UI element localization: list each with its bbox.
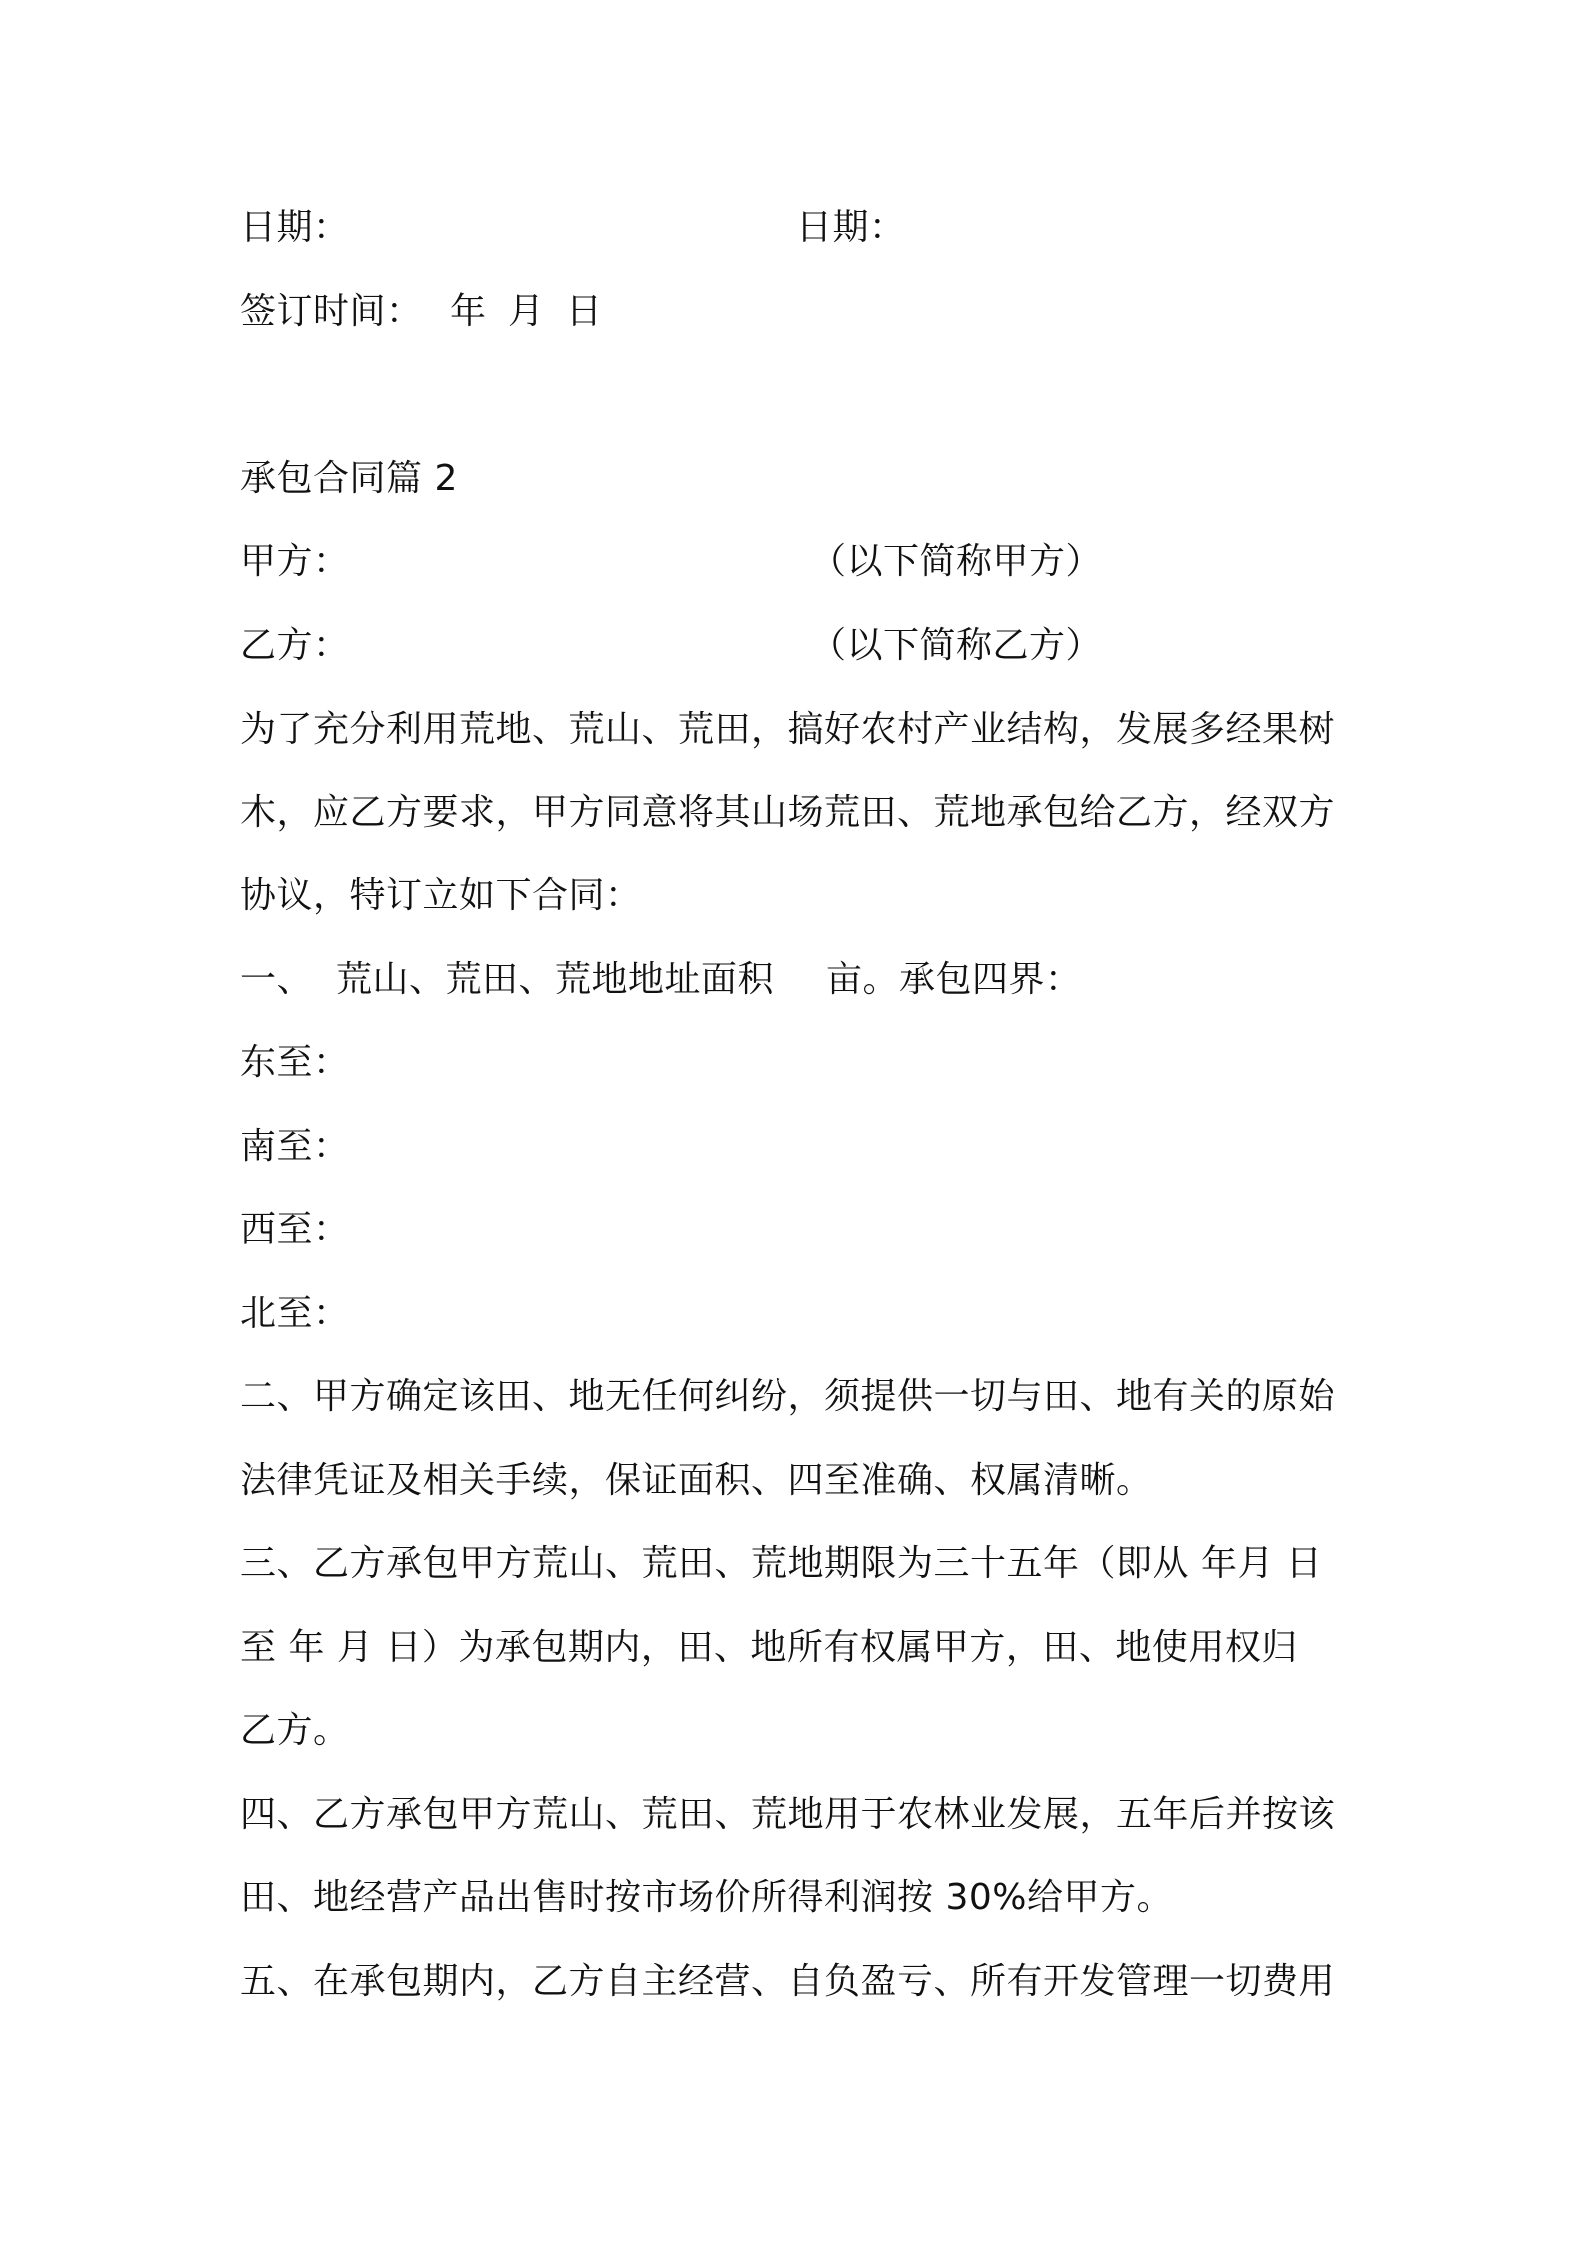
clause-5-line: 五、在承包期内，乙方自主经营、自负盈亏、所有开发管理一切费用 [240, 1961, 1336, 2002]
clause-2-line: 二、甲方确定该田、地无任何纠纷，须提供一切与田、地有关的原始 [240, 1376, 1336, 1417]
clause-3-line: 至 年 月 日）为承包期内，田、地所有权属甲方，田、地使用权归 [240, 1627, 1298, 1668]
date-right-label: 日期： [796, 207, 906, 248]
date-left-label: 日期： [240, 207, 350, 248]
intro-line: 为了充分利用荒地、荒山、荒田，搞好农村产业结构，发展多经果树 [240, 709, 1336, 750]
clause-1 [240, 956, 1360, 1004]
clause-3-line: 乙方。 [240, 1710, 350, 1751]
party-a-note: （以下简称甲方） [810, 541, 1103, 582]
signing-time-label: 签订时间： [240, 291, 423, 332]
signing-time-row [240, 288, 1360, 336]
boundary-east: 东至： [240, 1042, 350, 1083]
signing-year: 年 [450, 291, 487, 332]
party-b-note: （以下简称乙方） [810, 625, 1103, 666]
party-a-row [240, 538, 1360, 586]
clause-1-number: 一、 [240, 959, 314, 1000]
date-row [240, 204, 1360, 252]
intro-line: 木，应乙方要求，甲方同意将其山场荒田、荒地承包给乙方，经双方 [240, 792, 1336, 833]
contract-title: 承包合同篇 2 [240, 458, 458, 499]
clause-1-text: 荒山、荒田、荒地地址面积 [336, 959, 775, 1000]
party-a-label: 甲方： [240, 541, 350, 582]
clause-3-line: 三、乙方承包甲方荒山、荒田、荒地期限为三十五年（即从 年月 日 [240, 1543, 1323, 1584]
signing-day: 日 [566, 291, 603, 332]
boundary-south: 南至： [240, 1126, 350, 1167]
signing-month: 月 [508, 291, 545, 332]
intro-line: 协议，特订立如下合同： [240, 875, 642, 916]
clause-4-line: 四、乙方承包甲方荒山、荒田、荒地用于农林业发展，五年后并按该 [240, 1794, 1336, 1835]
party-b-label: 乙方： [240, 625, 350, 666]
boundary-west: 西至： [240, 1209, 350, 1250]
clause-1-unit: 亩。承包四界： [826, 959, 1082, 1000]
party-b-row [240, 622, 1360, 670]
boundary-north: 北至： [240, 1293, 350, 1334]
clause-2-line: 法律凭证及相关手续，保证面积、四至准确、权属清晰。 [240, 1460, 1153, 1501]
clause-4-line: 田、地经营产品出售时按市场价所得利润按 30%给甲方。 [240, 1877, 1173, 1918]
